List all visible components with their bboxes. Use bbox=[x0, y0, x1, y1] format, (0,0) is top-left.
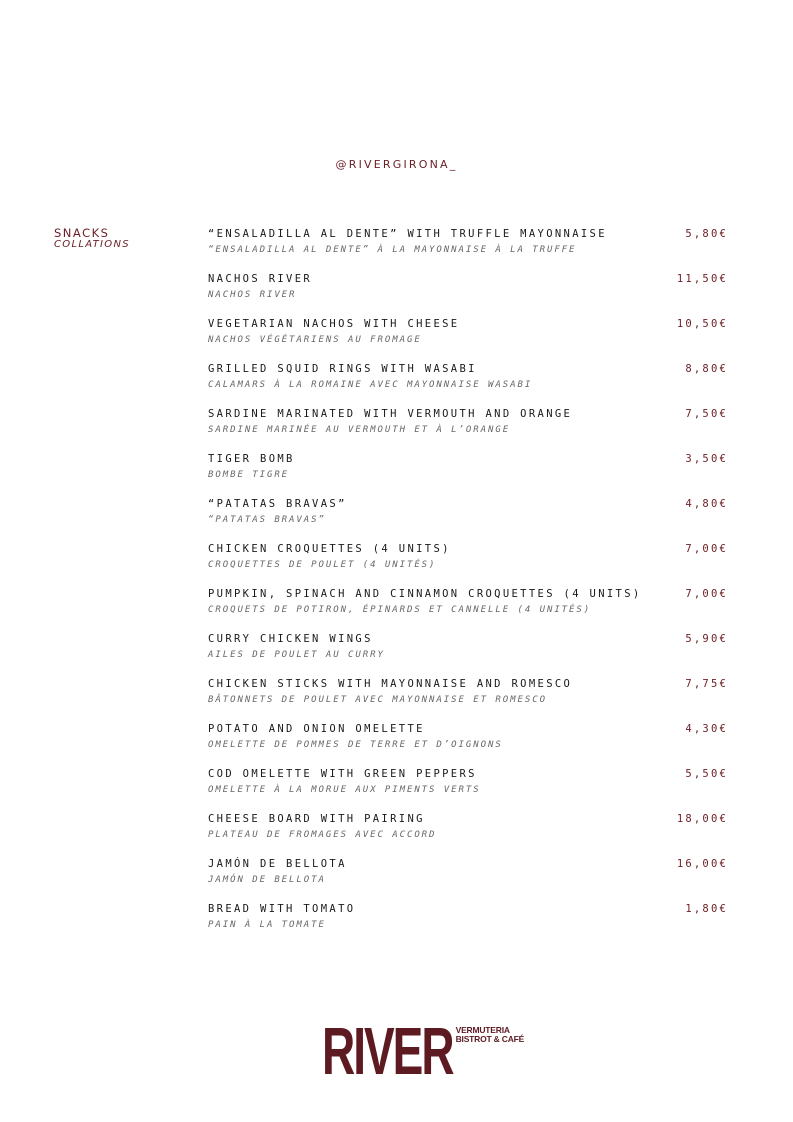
item-price: 5,50€ bbox=[685, 768, 728, 780]
menu-item bbox=[208, 408, 728, 453]
item-price: 5,80€ bbox=[685, 228, 728, 240]
item-translation: OMELETTE À LA MORUE AUX PIMENTS VERTS bbox=[208, 785, 481, 795]
item-price: 7,00€ bbox=[685, 588, 728, 600]
menu-item bbox=[208, 633, 728, 678]
item-name: CHICKEN STICKS WITH MAYONNAISE AND ROMESCO bbox=[208, 678, 573, 690]
menu-item bbox=[208, 543, 728, 588]
section-heading bbox=[54, 228, 130, 250]
item-name: GRILLED SQUID RINGS WITH WASABI bbox=[208, 363, 477, 375]
item-name: POTATO AND ONION OMELETTE bbox=[208, 723, 425, 735]
menu-item bbox=[208, 498, 728, 543]
item-price: 3,50€ bbox=[685, 453, 728, 465]
logo-tagline-line2: BISTROT & CAFÉ bbox=[455, 1034, 525, 1044]
item-translation: CROQUETTES DE POULET (4 UNITÉS) bbox=[208, 560, 437, 570]
item-translation: OMELETTE DE POMMES DE TERRE ET D’OIGNONS bbox=[208, 740, 503, 750]
item-translation: CALAMARS À LA ROMAINE AVEC MAYONNAISE WASABI bbox=[208, 380, 533, 390]
item-translation: AILES DE POULET AU CURRY bbox=[208, 650, 385, 660]
menu-item bbox=[208, 723, 728, 768]
menu-item bbox=[208, 318, 728, 363]
item-name: NACHOS RIVER bbox=[208, 273, 313, 285]
item-price: 4,30€ bbox=[685, 723, 728, 735]
menu-item bbox=[208, 768, 728, 813]
item-name: SARDINE MARINATED WITH VERMOUTH AND ORANGE bbox=[208, 408, 573, 420]
item-price: 4,80€ bbox=[685, 498, 728, 510]
item-translation: JAMÓN DE BELLOTA bbox=[208, 875, 326, 885]
river-logo bbox=[322, 1013, 525, 1089]
item-name: “ENSALADILLA AL DENTE” WITH TRUFFLE MAYONNAISE bbox=[208, 228, 607, 240]
item-translation: BÂTONNETS DE POULET AVEC MAYONNAISE ET ROMESCO bbox=[208, 695, 547, 705]
menu-item bbox=[208, 363, 728, 408]
menu-items-list bbox=[208, 228, 728, 948]
item-translation: PLATEAU DE FROMAGES AVEC ACCORD bbox=[208, 830, 437, 840]
item-price: 1,80€ bbox=[685, 903, 728, 915]
logo-tagline bbox=[456, 1026, 525, 1044]
item-name: COD OMELETTE WITH GREEN PEPPERS bbox=[208, 768, 477, 780]
item-translation: PAIN À LA TOMATE bbox=[208, 920, 326, 930]
item-name: CURRY CHICKEN WINGS bbox=[208, 633, 373, 645]
item-name: CHEESE BOARD WITH PAIRING bbox=[208, 813, 425, 825]
menu-item bbox=[208, 813, 728, 858]
item-translation: SARDINE MARINÉE AU VERMOUTH ET À L’ORANGE bbox=[208, 425, 511, 435]
item-translation: “PATATAS BRAVAS” bbox=[208, 515, 326, 525]
item-name: PUMPKIN, SPINACH AND CINNAMON CROQUETTES (4 UNITS) bbox=[208, 588, 642, 600]
item-price: 7,00€ bbox=[685, 543, 728, 555]
item-price: 18,00€ bbox=[676, 813, 728, 825]
menu-item bbox=[208, 858, 728, 903]
item-translation: CROQUETS DE POTIRON, ÉPINARDS ET CANNELLE (4 UNITÉS) bbox=[208, 605, 592, 615]
menu-item bbox=[208, 588, 728, 633]
item-price: 5,90€ bbox=[685, 633, 728, 645]
instagram-handle: @RIVERGIRONA_ bbox=[335, 158, 458, 171]
menu-item bbox=[208, 678, 728, 723]
item-name: “PATATAS BRAVAS” bbox=[208, 498, 347, 510]
item-translation: NACHOS RIVER bbox=[208, 290, 297, 300]
section-subtitle: COLLATIONS bbox=[54, 239, 130, 250]
item-price: 7,75€ bbox=[685, 678, 728, 690]
menu-item bbox=[208, 273, 728, 318]
logo-tagline-line1: VERMUTERIA bbox=[455, 1025, 510, 1035]
item-price: 16,00€ bbox=[676, 858, 728, 870]
item-price: 7,50€ bbox=[685, 408, 728, 420]
item-name: CHICKEN CROQUETTES (4 UNITS) bbox=[208, 543, 451, 555]
item-price: 10,50€ bbox=[676, 318, 728, 330]
menu-item bbox=[208, 228, 728, 273]
item-name: VEGETARIAN NACHOS WITH CHEESE bbox=[208, 318, 460, 330]
item-price: 8,80€ bbox=[685, 363, 728, 375]
item-name: JAMÓN DE BELLOTA bbox=[208, 858, 347, 870]
item-translation: “ENSALADILLA AL DENTE” À LA MAYONNAISE À LA TRUFFE bbox=[208, 245, 577, 255]
item-price: 11,50€ bbox=[676, 273, 728, 285]
item-translation: BOMBE TIGRE bbox=[208, 470, 290, 480]
menu-item bbox=[208, 903, 728, 948]
item-translation: NACHOS VÉGÉTARIENS AU FROMAGE bbox=[208, 335, 422, 345]
section-title: SNACKS bbox=[54, 226, 110, 240]
item-name: TIGER BOMB bbox=[208, 453, 295, 465]
item-name: BREAD WITH TOMATO bbox=[208, 903, 356, 915]
menu-item bbox=[208, 453, 728, 498]
logo-wordmark: RIVER bbox=[322, 1013, 453, 1089]
